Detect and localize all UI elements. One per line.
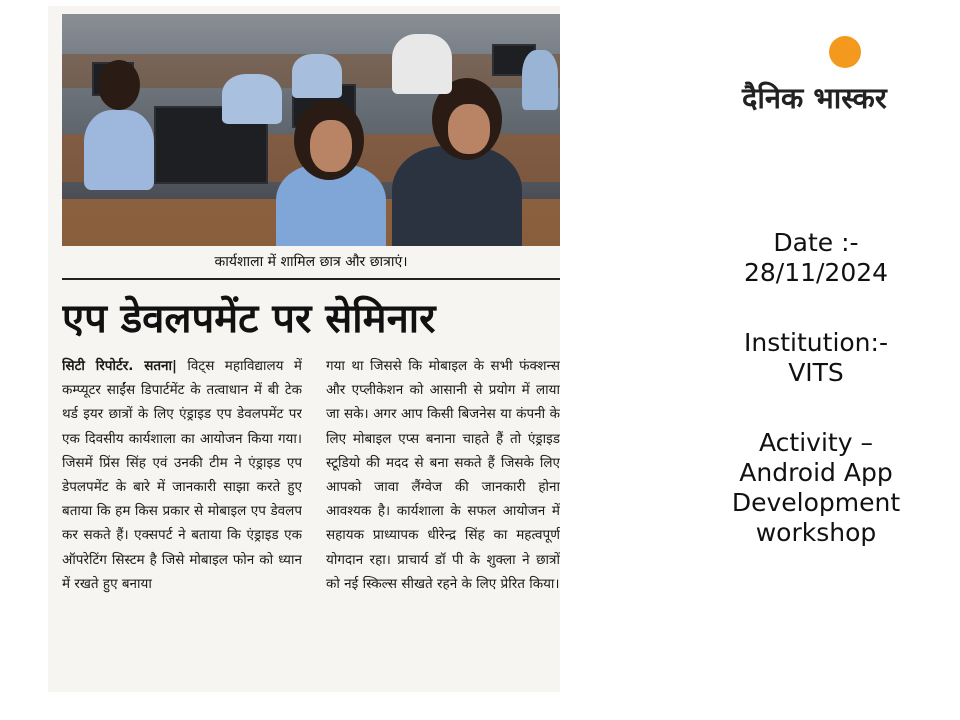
institution-label: Institution:-	[744, 328, 888, 357]
photo-caption: कार्यशाला में शामिल छात्र और छात्राएं।	[214, 254, 408, 270]
activity-line-2: Development	[731, 488, 901, 517]
activity-label: Activity –	[759, 428, 873, 457]
sun-icon	[829, 36, 861, 68]
dainik-bhaskar-logo	[742, 32, 950, 122]
activity-line-3: workshop	[755, 518, 877, 547]
divider	[62, 278, 560, 280]
event-info	[700, 228, 932, 548]
institution-value: VITS	[788, 358, 844, 387]
date-label: Date :-	[773, 228, 859, 257]
article-byline: सिटी रिपोर्टर. सतना|	[62, 358, 177, 374]
newspaper-clipping	[48, 6, 560, 692]
article-column-left	[62, 354, 302, 690]
logo-text: दैनिक भास्कर	[742, 81, 887, 115]
article-body-left: विट्स महाविद्यालय में कम्प्यूटर साईंस डिपार्टमेंट के तत्वाधान में बी टेक थर्ड इयर छात्रों के लिए एंड्राइड एप डेवलपमेंट पर एक दिवसीय कार्यशाला का आयोजन किया गया। जिसमें प्रिंस सिंह एवं उनकी टीम ने एंड्राइड एप डेपलपमेंट के बारे में जानकारी साझा करते हुए बताया कि हम किस प्रकार से मोबाइल एप डेवलप कर सकते हैं। एक्सपर्ट ने बताया कि एंड्राइड एक ऑपरेटिंग सिस्टम है जिसे मोबाइल फोन को ध्यान में रखते हुए बनाया	[62, 358, 302, 592]
activity-line-1: Android App	[739, 458, 893, 487]
date-value: 28/11/2024	[743, 258, 889, 287]
article-headline: एप डेवलपमेंट पर सेमिनार	[62, 296, 436, 342]
article-column-right: गया था जिससे कि मोबाइल के सभी फंक्शन्स और एप्लीकेशन को आसानी से प्रयोग में लाया जा सके। अगर आप किसी बिजनेस या कंपनी के लिए मोबाइल एप्स बनाना चाहते हैं तो एंड्राइड स्टूडियो की मदद से बना सकते हैं जिसके लिए आपको जावा लैंग्वेज की जानकारी होना आवश्यक है। कार्यशाला के सफल आयोजन में सहायक प्राध्यापक धीरेन्द्र सिंह का महत्वपूर्ण योगदान रहा। प्राचार्य डॉ पी के शुक्ला ने छात्रों को नई स्किल्स सीखते रहने के लिए प्रेरित किया।	[326, 358, 560, 592]
workshop-photo	[62, 14, 560, 246]
